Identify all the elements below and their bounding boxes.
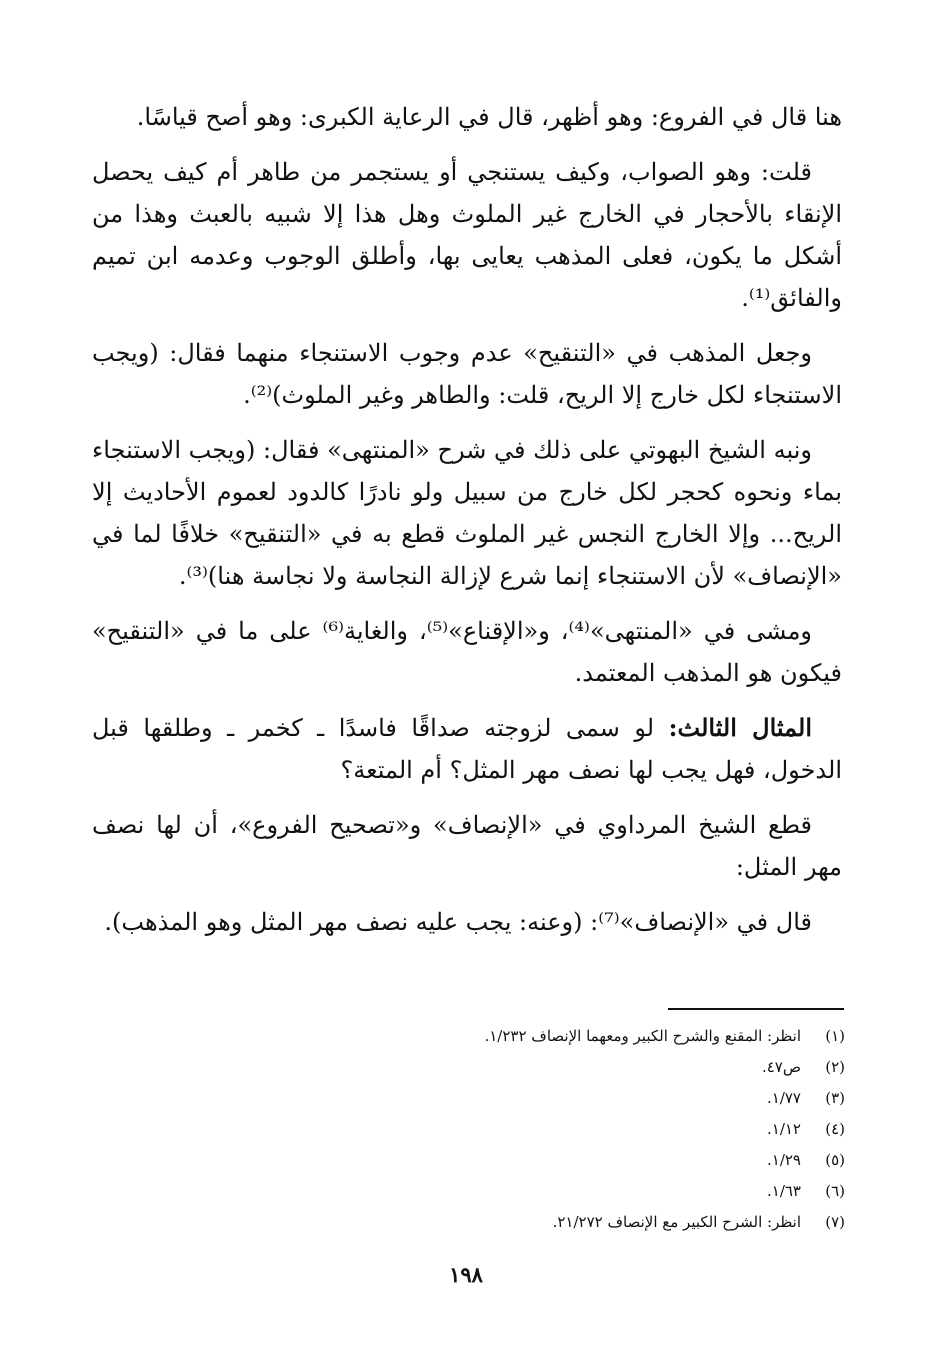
footnote: [300, 1021, 845, 1052]
paragraph-3: وجعل المذهب في «التنقيح» عدم وجوب الاستنجاء منهما فقال: (ويجب الاستنجاء لكل خارج إلا الريح، قلت: والطاهر وغير الملوث)⁽²⁾.: [92, 339, 842, 409]
footnote-text: ١/٦٣.: [766, 1182, 801, 1200]
footnote-number: (١): [825, 1027, 845, 1045]
paragraph-2: قلت: وهو الصواب، وكيف يستنجي أو يستجمر من طاهر أم كيف يحصل الإنقاء بالأحجار في الخارج غير الملوث وهل هذا إلا شبيه بالعبث وهذا من أشكل ما يكون، فعلى المذهب يعايى بها، وأطلق الوجوب وعدمه ابن تميم والفائق⁽¹⁾.: [92, 158, 842, 312]
footnote: [300, 1145, 845, 1176]
footnote: [300, 1176, 845, 1207]
footnote-text: انظر: الشرح الكبير مع الإنصاف ٢١/٢٧٢.: [552, 1213, 801, 1231]
paragraph-1: هنا قال في الفروع: وهو أظهر، قال في الرعاية الكبرى: وهو أصح قياسًا.: [136, 103, 842, 131]
footnote-divider: [668, 1008, 844, 1010]
paragraph-5: ومشى في «المنتهى»⁽⁴⁾، و«الإقناع»⁽⁵⁾، والغاية⁽⁶⁾ على ما في «التنقيح» فيكون هو المذهب المعتمد.: [92, 617, 842, 687]
footnote-text: ١/٧٧.: [766, 1089, 801, 1107]
footnote-number: (٢): [825, 1058, 845, 1076]
footnote-text: انظر: المقنع والشرح الكبير ومعهما الإنصاف ١/٢٣٢.: [484, 1027, 801, 1045]
footnote-number: (٦): [825, 1182, 845, 1200]
footnote-number: (٥): [825, 1151, 845, 1169]
footnote-text: ص٤٧.: [761, 1058, 801, 1076]
footnote-number: (٤): [825, 1120, 845, 1138]
page-number: ١٩٨: [449, 1262, 483, 1287]
footnote-number: (٧): [825, 1213, 845, 1231]
footnote-text: ١/٢٩.: [766, 1151, 801, 1169]
paragraph-4: ونبه الشيخ البهوتي على ذلك في شرح «المنتهى» فقال: (ويجب الاستنجاء بماء ونحوه كحجر لكل خارج من سبيل ولو نادرًا كالدود لعموم الأحاديث إلا الريح... وإلا الخارج النجس غير الملوث قطع به في «التنقيح» خلافًا لما في «الإنصاف» لأن الاستنجاء إنما شرع لإزالة النجاسة ولا نجاسة هنا)⁽³⁾.: [92, 436, 842, 590]
footnotes: [300, 1021, 845, 1238]
example-text: لو سمى لزوجته صداقًا فاسدًا ـ كخمر ـ وطلقها قبل الدخول، فهل يجب لها نصف مهر المثل؟ أم المتعة؟: [92, 714, 842, 784]
footnote: [300, 1114, 845, 1145]
example-heading: المثال الثالث:: [668, 713, 812, 742]
main-text: [92, 96, 842, 956]
footnote-text: ١/١٢.: [766, 1120, 801, 1138]
footnote: [300, 1083, 845, 1114]
paragraph-8: قال في «الإنصاف»⁽⁷⁾: (وعنه: يجب عليه نصف مهر المثل وهو المذهب).: [104, 908, 812, 936]
footnote: [300, 1207, 845, 1238]
paragraph-6: [92, 707, 842, 791]
paragraph-7: قطع الشيخ المرداوي في «الإنصاف» و«تصحيح الفروع»، أن لها نصف مهر المثل:: [92, 811, 842, 881]
footnote: [300, 1052, 845, 1083]
footnote-number: (٣): [825, 1089, 845, 1107]
